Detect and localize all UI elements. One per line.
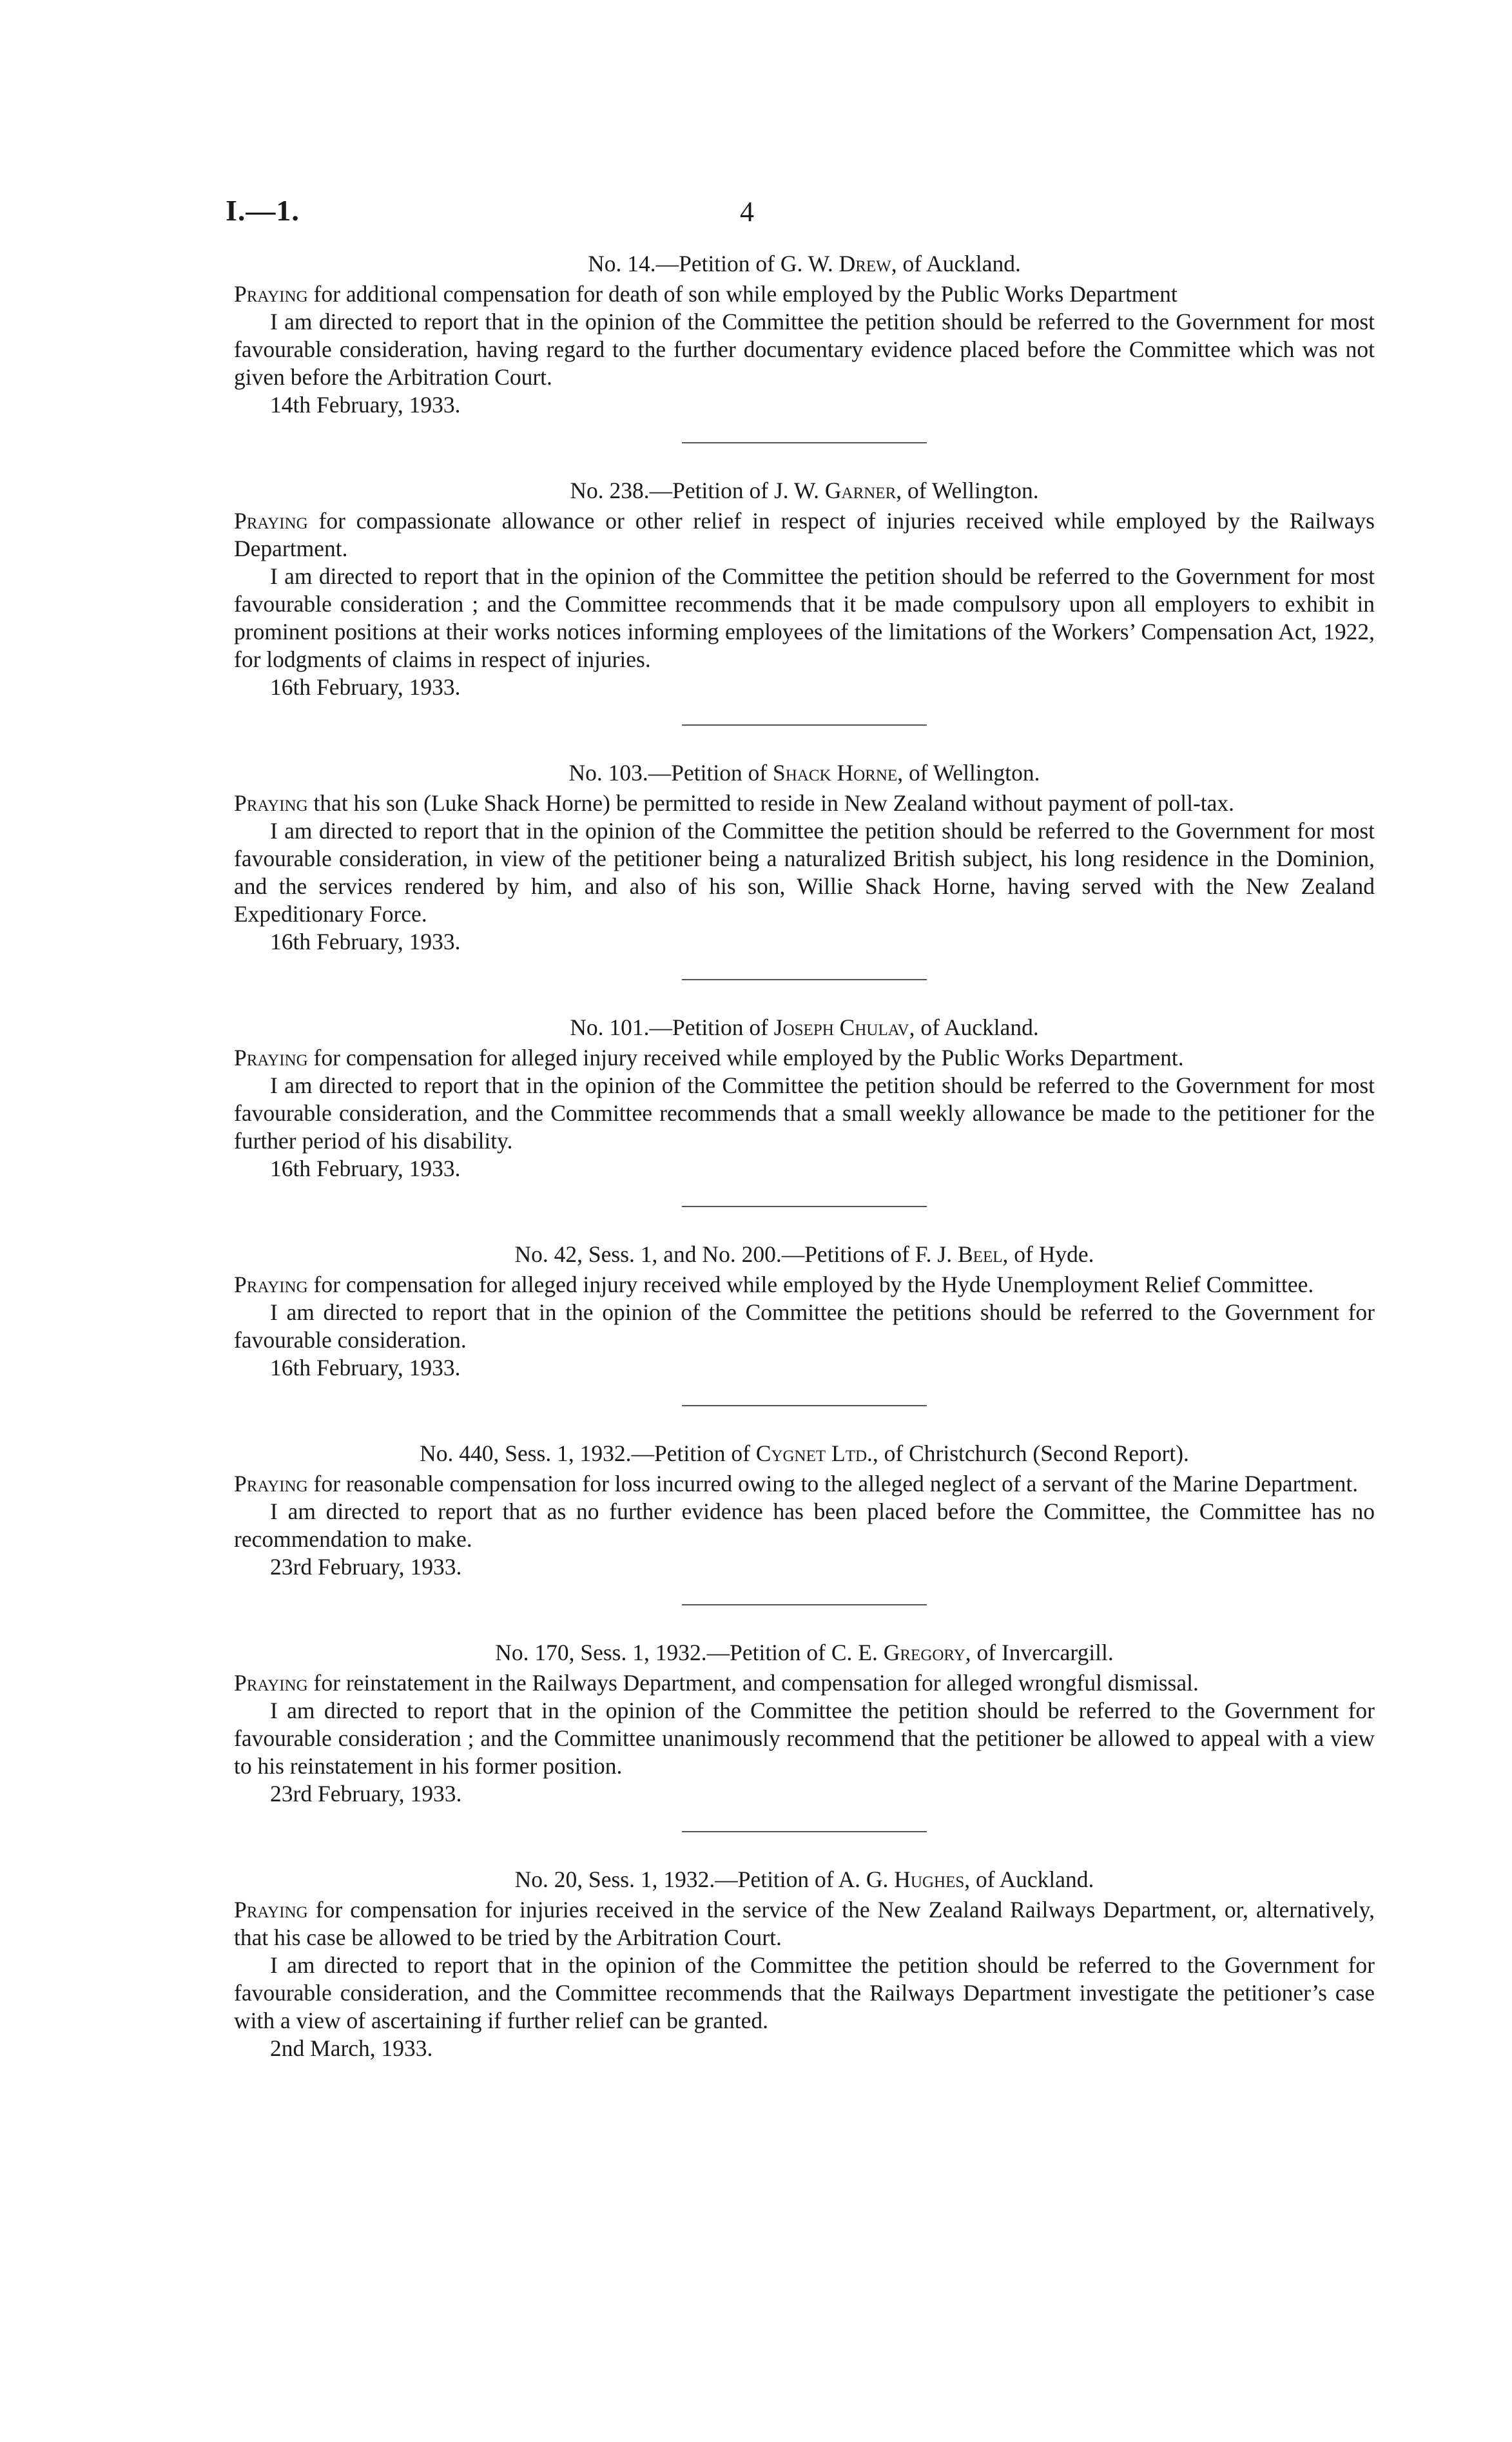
committee-report: I am directed to report that in the opinion of the Committee the petition should be referred to the Government for most favourable consideration, having regard to the further documentary evidence placed before the Committee which was not given before the Arbitration Court.	[234, 309, 1375, 390]
report-date: 23rd February, 1933.	[270, 1554, 462, 1580]
petition-title: No. 170, Sess. 1, 1932.—Petition of C. E. Gregory, of Invercargill.	[495, 1640, 1114, 1665]
committee-report: I am directed to report that in the opinion of the Committee the petition should be referred to the Government for most favourable consideration ; and the Committee recommends that it be made compulsory upon all employers to exhibit in prominent positions at their works notices informing employees of the limitations of the Workers’ Compensation Act, 1922, for lodgments of claims in respect of injuries.	[234, 563, 1375, 672]
petitioner-name: Hughes	[894, 1866, 965, 1892]
petitioner-name: Garner	[824, 478, 897, 503]
petition-prayer: Praying for compensation for alleged injury received while employed by the Hyde Unemployment Relief Committee.	[234, 1272, 1314, 1297]
report-date: 2nd March, 1933.	[270, 2035, 433, 2061]
petition-entry	[234, 477, 1375, 701]
petitioner-name: Beel	[958, 1241, 1003, 1267]
committee-report: I am directed to report that as no further evidence has been placed before the Committee, the Committee has no recommendation to make.	[234, 1498, 1375, 1552]
report-date: 14th February, 1933.	[270, 392, 461, 418]
section-divider	[682, 979, 927, 980]
committee-report: I am directed to report that in the opinion of the Committee the petition should be referred to the Government for most favourable consideration, and the Committee recommends that a small weekly allowance be made to the petitioner for the further period of his disability.	[234, 1072, 1375, 1154]
petitioner-name: Cygnet Ltd.	[755, 1440, 873, 1466]
petitioner-name: Gregory	[883, 1640, 965, 1665]
petition-title: No. 101.—Petition of Joseph Chulav, of Auckland.	[570, 1014, 1039, 1040]
document-reference: I.—1.	[226, 194, 300, 227]
petition-entry	[234, 1440, 1375, 1581]
petition-entry	[234, 759, 1375, 956]
petition-prayer: Praying that his son (Luke Shack Horne) be permitted to reside in New Zealand without payment of poll-tax.	[234, 790, 1235, 816]
petition-prayer: Praying for additional compensation for death of son while employed by the Public Works Department	[234, 281, 1178, 307]
section-divider	[682, 1831, 927, 1832]
petition-entry	[234, 1241, 1375, 1382]
petition-prayer: Praying for reasonable compensation for loss incurred owing to the alleged neglect of a servant of the Marine Department.	[234, 1471, 1359, 1497]
report-date: 16th February, 1933.	[270, 1156, 461, 1181]
petition-entry	[234, 250, 1375, 419]
report-date: 16th February, 1933.	[270, 1355, 461, 1381]
report-date: 23rd February, 1933.	[270, 1781, 462, 1807]
petition-title: No. 42, Sess. 1, and No. 200.—Petitions of F. J. Beel, of Hyde.	[514, 1241, 1094, 1267]
section-divider	[682, 1604, 927, 1605]
page-number: 4	[740, 196, 754, 228]
section-divider	[682, 1206, 927, 1207]
petitions-list	[234, 250, 1375, 2062]
committee-report: I am directed to report that in the opinion of the Committee the petition should be referred to the Government for favourable consideration, and the Committee recommends that the Railways Department investigate the petitioner’s case with a view of ascertaining if further relief can be granted.	[234, 1952, 1375, 2033]
petition-title: No. 440, Sess. 1, 1932.—Petition of Cygnet Ltd., of Christchurch (Second Report).	[420, 1440, 1189, 1466]
petition-title: No. 20, Sess. 1, 1932.—Petition of A. G. Hughes, of Auckland.	[514, 1866, 1094, 1892]
petitioner-name: Joseph Chulav	[773, 1014, 909, 1040]
petition-title: No. 103.—Petition of Shack Horne, of Wellington.	[568, 760, 1040, 786]
section-divider	[682, 442, 927, 443]
petition-prayer: Praying for compensation for alleged injury received while employed by the Public Works Department.	[234, 1045, 1184, 1071]
section-divider	[682, 724, 927, 726]
petition-title: No. 238.—Petition of J. W. Garner, of Wellington.	[570, 478, 1039, 503]
petition-prayer: Praying for reinstatement in the Railways Department, and compensation for alleged wrongful dismissal.	[234, 1670, 1199, 1696]
section-divider	[682, 1405, 927, 1406]
committee-report: I am directed to report that in the opinion of the Committee the petition should be referred to the Government for most favourable consideration, in view of the petitioner being a naturalized British subject, his long residence in the Dominion, and the services rendered by him, and also of his son, Willie Shack Horne, having served with the New Zealand Expeditionary Force.	[234, 818, 1375, 927]
petition-prayer: Praying for compensation for injuries received in the service of the New Zealand Railways Department, or, alternatively, that his case be allowed to be tried by the Arbitration Court.	[234, 1897, 1375, 1950]
report-date: 16th February, 1933.	[270, 929, 461, 955]
petitioner-name: Drew	[838, 251, 891, 276]
petitioner-name: Shack Horne	[773, 760, 898, 786]
report-date: 16th February, 1933.	[270, 674, 461, 700]
petition-entry	[234, 1014, 1375, 1183]
committee-report: I am directed to report that in the opinion of the Committee the petition should be referred to the Government for favourable consideration ; and the Committee unanimously recommend that the petitioner be allowed to appeal with a view to his reinstatement in his former position.	[234, 1698, 1375, 1779]
petition-entry	[234, 1639, 1375, 1808]
petition-entry	[234, 1866, 1375, 2062]
petition-title: No. 14.—Petition of G. W. Drew, of Auckland.	[588, 251, 1021, 276]
committee-report: I am directed to report that in the opinion of the Committee the petitions should be referred to the Government for favourable consideration.	[234, 1299, 1375, 1353]
petition-prayer: Praying for compassionate allowance or other relief in respect of injuries received while employed by the Railways Department.	[234, 508, 1375, 561]
